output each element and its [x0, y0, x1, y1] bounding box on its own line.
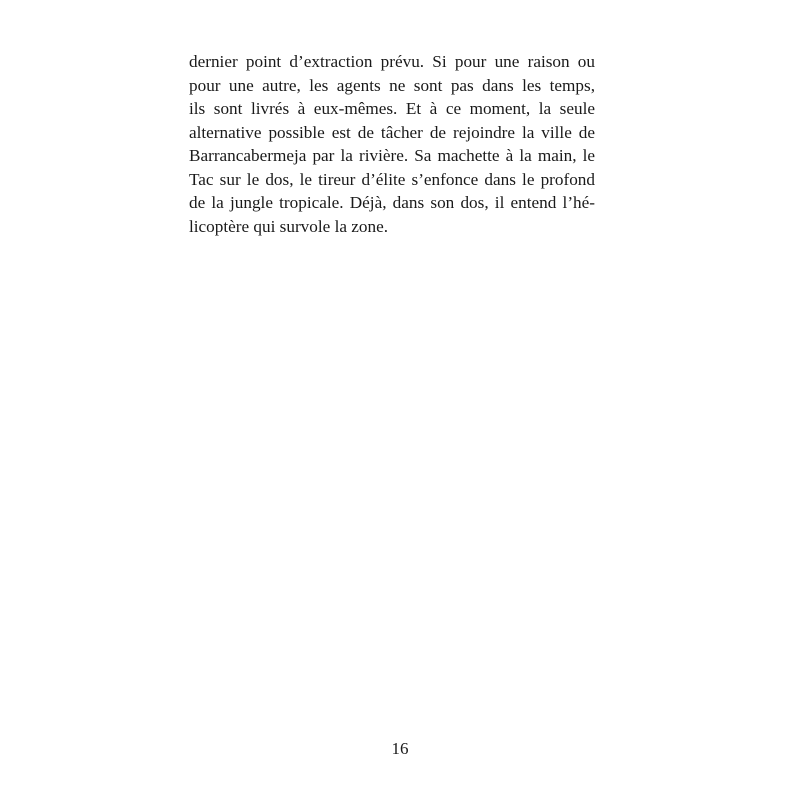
text-line: Tac sur le dos, le tireur d’élite s’enfonce dans le profond [189, 169, 595, 189]
text-line: ils sont livrés à eux-mêmes. Et à ce moment, la seule [189, 99, 595, 118]
body-paragraph [189, 50, 595, 238]
text-line: licoptère qui survole la zone. [189, 216, 389, 236]
page-number: 16 [391, 739, 409, 758]
text-line: Barrancabermeja par la rivière. Sa machette à la main, le [189, 146, 595, 165]
text-line: pour une autre, les agents ne sont pas dans les temps, [189, 75, 595, 95]
text-line: de la jungle tropicale. Déjà, dans son dos, il entend l’hé- [189, 193, 595, 212]
text-line: alternative possible est de tâcher de rejoindre la ville de [189, 122, 595, 142]
text-line: dernier point d’extraction prévu. Si pour une raison ou [189, 52, 595, 71]
